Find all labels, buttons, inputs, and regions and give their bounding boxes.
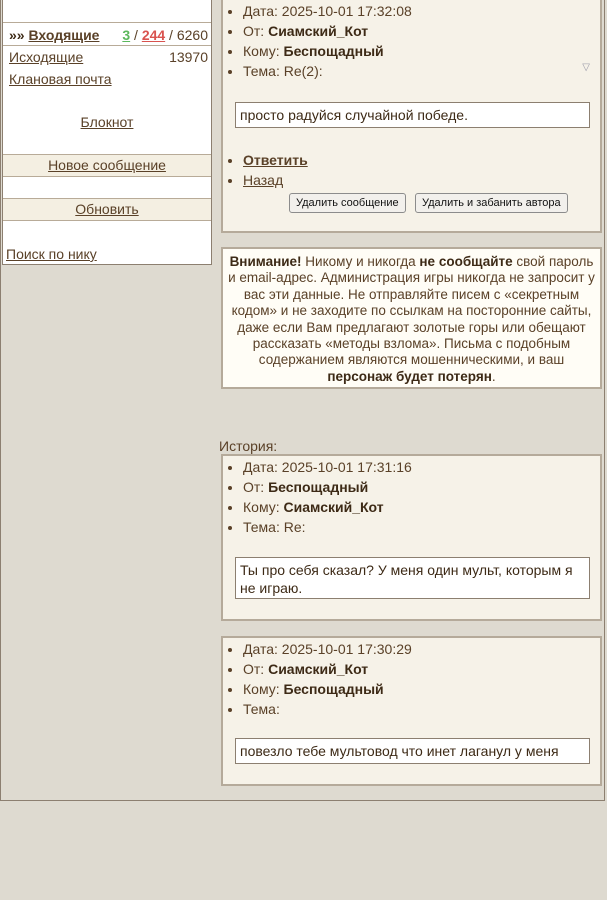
warning-emph-1: не сообщайте [419, 254, 513, 269]
message-from: • От: Сиамский_Кот [243, 21, 600, 41]
notepad-link[interactable]: Блокнот [80, 114, 134, 130]
outbox-link[interactable]: Исходящие [9, 49, 84, 65]
warning-emph-2: персонаж будет потерян [327, 368, 492, 384]
clan-mail-link[interactable]: Клановая почта [9, 71, 112, 87]
expand-triangle-icon[interactable]: ▽ [582, 62, 590, 73]
inbox-sep-1: / [130, 27, 142, 43]
history-1-date: • Дата: 2025-10-01 17:31:16 [243, 457, 600, 477]
sidebar-item-inbox[interactable] [3, 26, 211, 46]
sidebar-top-blank [3, 0, 211, 23]
history-1-from: • От: Беспощадный [243, 477, 600, 497]
warning-title: Внимание! [229, 254, 302, 269]
history-1-subject: • Тема: Re: [243, 517, 600, 537]
message-to: • Кому: Беспощадный [243, 41, 600, 61]
inbox-sep-2: / [165, 27, 177, 43]
history-2-body: повезло тебе мультовод что инет лаганул у меня [235, 738, 590, 764]
history-label: История: [219, 438, 278, 454]
security-warning [221, 247, 602, 389]
history-2-date: • Дата: 2025-10-01 17:30:29 [243, 639, 600, 659]
sidebar-item-outbox[interactable] [3, 48, 211, 68]
warning-text-1: Никому и никогда [301, 254, 420, 269]
history-message-2 [221, 636, 602, 786]
inbox-link[interactable]: Входящие [28, 27, 100, 43]
delete-message-button[interactable]: Удалить сообщение [289, 193, 406, 213]
history-1-body: Ты про себя сказал? У меня один мульт, которым я не играю. [235, 557, 590, 599]
refresh-link[interactable]: Обновить [75, 201, 139, 217]
search-by-nick-link[interactable]: Поиск по нику [6, 246, 97, 262]
mail-sidebar [2, 0, 212, 265]
message-date: • Дата: 2025-10-01 17:32:08 [243, 1, 600, 21]
warning-text-2: свой пароль и email-адрес. Администрация игры никогда не запросит у вас эти данные. Не отправляйте писем с «секретным кодом» и не заходите по ссылкам на посторонние сайты, даже если Вам предлагают золотые горы или обещают рассказать «методы взлома». Письма с подобным содержанием являются мошенническими, и ваш [228, 254, 595, 368]
refresh-row[interactable] [3, 198, 211, 221]
back-item[interactable] [243, 170, 308, 190]
delete-and-ban-button[interactable]: Удалить и забанить автора [415, 193, 568, 213]
inbox-new-count[interactable]: 3 [122, 27, 131, 43]
inbox-unread-count[interactable]: 244 [141, 27, 166, 43]
new-message-row[interactable] [3, 154, 211, 177]
reply-item[interactable] [243, 150, 308, 170]
history-2-from: • От: Сиамский_Кот [243, 659, 600, 679]
reply-link[interactable]: Ответить [243, 152, 308, 168]
message-subject: • Тема: Re(2): [243, 61, 600, 81]
warning-text-3: . [491, 368, 496, 384]
new-message-link[interactable]: Новое сообщение [48, 157, 166, 173]
inbox-total-count: 6260 [176, 27, 208, 43]
history-1-to: • Кому: Сиамский_Кот [243, 497, 600, 517]
history-2-to: • Кому: Беспощадный [243, 679, 600, 699]
outbox-count: 13970 [169, 49, 208, 65]
history-2-subject: • Тема: [243, 699, 600, 719]
back-link[interactable]: Назад [243, 172, 284, 188]
sidebar-item-clan-mail[interactable] [3, 70, 211, 90]
history-message-1 [221, 454, 602, 621]
message-body: просто радуйся случайной победе. [235, 102, 590, 128]
search-by-nick-row[interactable] [3, 246, 211, 264]
current-message-panel [221, 0, 602, 233]
sidebar-item-notepad[interactable] [3, 113, 211, 133]
inbox-prefix: »» [9, 27, 29, 43]
